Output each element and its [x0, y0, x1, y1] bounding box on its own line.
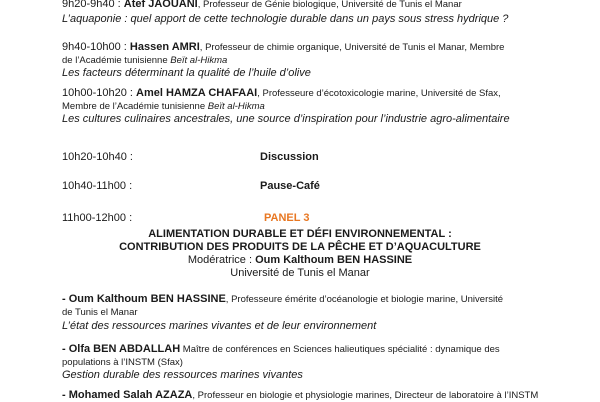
discussion-label: Discussion [260, 151, 319, 163]
session-3-academy: Beït al-Hikma [207, 101, 265, 112]
panel-speaker-3-name: - Mohamed Salah AZAZA [62, 389, 193, 401]
session-2-affiliation: , Professeur de chimie organique, Université de Tunis el Manar, Membre [199, 42, 505, 53]
panel-speaker-1-name: - Oum Kalthoum BEN HASSINE [62, 293, 226, 305]
session-3-affiliation-2: Membre de l’Académie tunisienne [62, 101, 208, 112]
session-3-affiliation: , Professeure d’écotoxicologie marine, Université de Sfax, [257, 88, 501, 99]
panel-speaker-3-affiliation: , Professeur en biologie et physiologie marines, Directeur de laboratoire à l’INSTM [192, 390, 539, 401]
panel-speaker-1-affiliation: , Professeure émérite d’océanologie et biologie marine, Université [225, 294, 504, 305]
pause-time: 10h40-11h00 : [62, 180, 133, 192]
session-3-header [62, 87, 501, 100]
session-2-academy: Beït al-Hikma [170, 55, 228, 66]
session-2-speaker: Hassen AMRI [129, 41, 200, 53]
panel-label: PANEL 3 [264, 212, 310, 224]
session-2-affiliation-cont [62, 54, 227, 67]
session-3-title: Les cultures culinaires ancestrales, une source d’inspiration pour l’industrie agro-alimentaire [62, 113, 510, 125]
panel-speaker-1-title: L’état des ressources marines vivantes et de leur environnement [62, 320, 377, 332]
session-3-speaker: Amel HAMZA CHAFAAI [136, 87, 258, 99]
panel-time: 11h00-12h00 : [62, 212, 133, 224]
pause-label: Pause-Café [260, 180, 320, 192]
session-2-time: 9h40-10h00 : [62, 41, 127, 53]
panel-speaker-2-title: Gestion durable des ressources marines vivantes [62, 369, 303, 381]
moderator-affiliation: Université de Tunis el Manar [230, 267, 370, 279]
session-2-title: Les facteurs déterminant la qualité de l’huile d’olive [62, 67, 311, 79]
panel-moderator [0, 254, 600, 267]
panel-speaker-2-affiliation-2: populations à l’INSTM (Sfax) [62, 357, 183, 368]
panel-speaker-2-header [62, 343, 500, 356]
session-3-time: 10h00-10h20 : [62, 87, 133, 99]
panel-speaker-3-header [62, 389, 538, 402]
panel-speaker-2-name: - Olfa BEN ABDALLAH [62, 343, 181, 355]
panel-heading-1: ALIMENTATION DURABLE ET DÉFI ENVIRONNEMENTAL : [148, 228, 452, 240]
panel-speaker-2-affiliation: Maître de conférences en Sciences halieutiques spécialité : dynamique des [180, 344, 500, 355]
session-1-header [62, 0, 462, 11]
moderator-prefix: Modératrice : [187, 254, 256, 266]
moderator-name: Oum Kalthoum BEN HASSINE [255, 254, 413, 266]
session-2-affiliation-2: de l’Académie tunisienne [62, 55, 171, 66]
panel-speaker-1-affiliation-2: de Tunis el Manar [62, 307, 138, 318]
session-1-speaker: Atef JAOUANI [123, 0, 198, 10]
session-3-affiliation-cont [62, 100, 265, 113]
session-1-affiliation: , Professeur de Génie biologique, Université de Tunis el Manar [197, 0, 462, 10]
panel-heading-2: CONTRIBUTION DES PRODUITS DE LA PÊCHE ET D’AQUACULTURE [119, 241, 481, 253]
session-1-time: 9h20-9h40 : [62, 0, 121, 10]
session-2-header [62, 41, 504, 54]
panel-speaker-1-header [62, 293, 503, 306]
session-1-title: L’aquaponie : quel apport de cette technologie durable dans un pays sous stress hydrique ? [62, 13, 509, 25]
discussion-time: 10h20-10h40 : [62, 151, 133, 163]
